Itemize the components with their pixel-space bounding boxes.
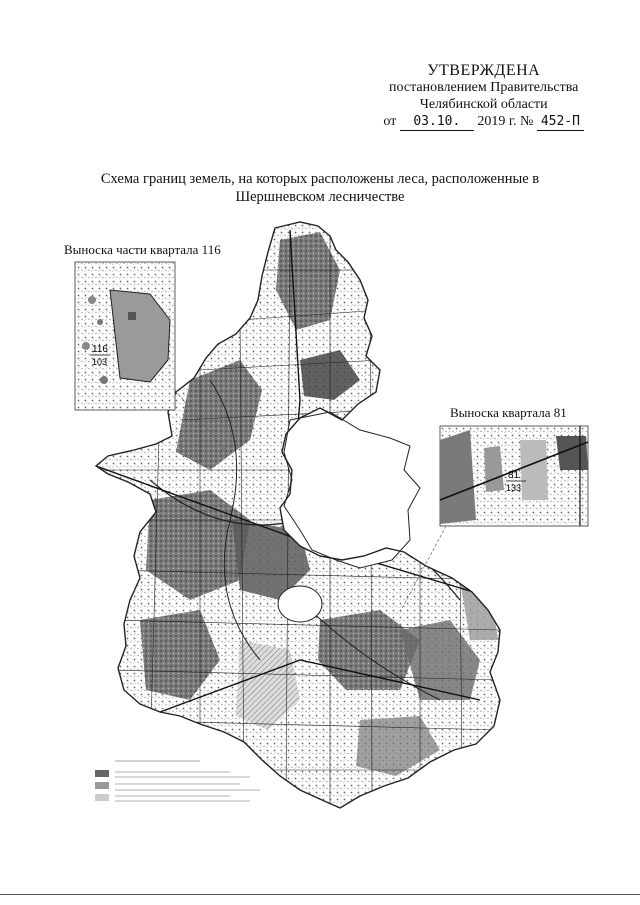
approval-line-1: постановлением Правительства xyxy=(389,80,579,95)
non-forest-enclave xyxy=(284,412,420,568)
legend-swatch-mid xyxy=(95,782,109,789)
inset-116-quarter-number: 116 xyxy=(92,344,108,355)
inset-81-quarter-number: 81 xyxy=(508,470,520,481)
approval-line-2: Челябинской области xyxy=(419,97,548,112)
lake xyxy=(278,586,322,622)
inset-quarter-116 xyxy=(75,262,175,410)
inset-quarter-81 xyxy=(440,426,588,526)
title-line-1: Схема границ земель, на которых расположены леса, расположенные в xyxy=(100,171,540,187)
approval-number: 452-П xyxy=(537,113,584,131)
date-prefix: от xyxy=(383,114,397,129)
legend-swatch-light xyxy=(95,794,109,801)
title-line-2: Шершневском лесничестве xyxy=(235,189,405,205)
approval-date: 03.10. xyxy=(400,113,474,131)
page-bottom-rule xyxy=(0,894,640,895)
callout-label-116: Выноска части квартала 116 xyxy=(64,242,221,257)
approval-heading: УТВЕРЖДЕНА xyxy=(427,62,541,79)
approval-year: 2019 г. № xyxy=(477,114,534,129)
inset-81-sub-number: 133 xyxy=(506,483,522,493)
legend-swatch-dark xyxy=(95,770,109,777)
inset-116-sub-number: 103 xyxy=(92,357,108,367)
map-legend xyxy=(95,761,260,801)
callout-label-81: Выноска квартала 81 xyxy=(450,405,567,420)
